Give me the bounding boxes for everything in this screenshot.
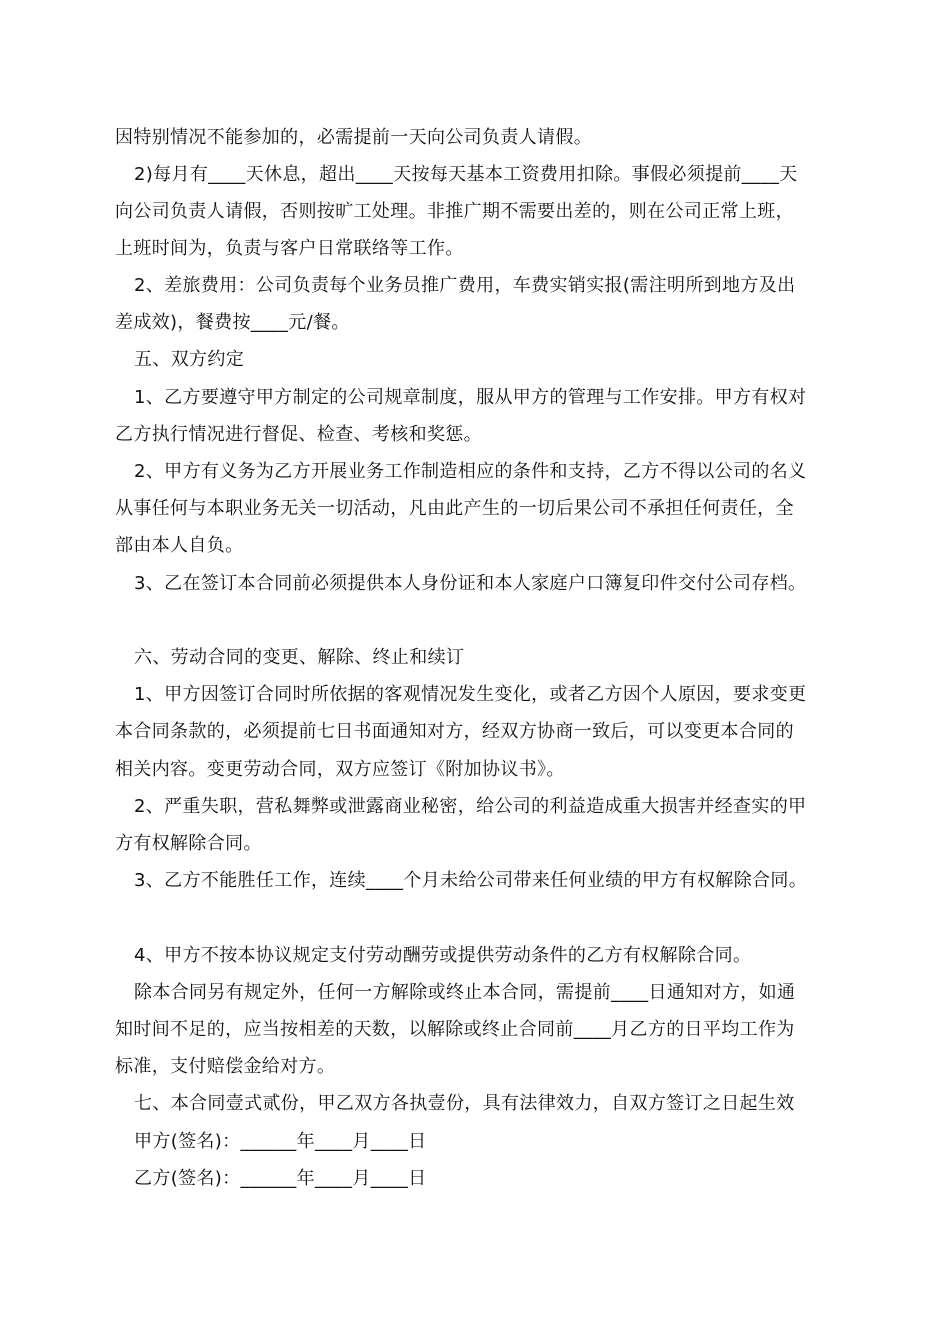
body-text-line: 1、乙方要遵守甲方制定的公司规章制度，服从甲方的管理与工作安排。甲方有权对 — [134, 387, 807, 408]
signature-line-party-a: 甲方(签名)：______年____月____日 — [134, 1131, 427, 1152]
body-text-line: 差成效)，餐费按____元/餐。 — [115, 312, 350, 333]
body-text-line: 1、甲方因签订合同时所依据的客观情况发生变化，或者乙方因个人原因，要求变更 — [134, 684, 807, 705]
body-text-line: 2)每月有____天休息，超出____天按每天基本工资费用扣除。事假必须提前____天 — [134, 164, 798, 185]
body-text-line: 除本合同另有规定外，任何一方解除或终止本合同，需提前____日通知对方，如通 — [134, 982, 796, 1003]
body-text-line: 2、差旅费用：公司负责每个业务员推广费用，车费实销实报(需注明所到地方及出 — [134, 275, 796, 296]
body-text-line: 3、乙在签订本合同前必须提供本人身份证和本人家庭户口簿复印件交付公司存档。 — [134, 573, 807, 594]
body-text-line: 相关内容。变更劳动合同，双方应签订《附加协议书》。 — [115, 759, 565, 780]
body-text-line: 从事任何与本职业务无关一切活动，凡由此产生的一切后果公司不承担任何责任，全 — [115, 498, 794, 519]
body-text-line: 知时间不足的，应当按相差的天数，以解除或终止合同前____月乙方的日平均工作为 — [115, 1019, 795, 1040]
body-text-line: 本合同条款的，必须提前七日书面通知对方，经双方协商一致后，可以变更本合同的 — [115, 721, 794, 742]
body-text-line: 4、甲方不按本协议规定支付劳动酬劳或提供劳动条件的乙方有权解除合同。 — [134, 945, 752, 966]
signature-line-party-b: 乙方(签名)：______年____月____日 — [134, 1168, 427, 1189]
body-text-line: 乙方执行情况进行督促、检查、考核和奖惩。 — [115, 424, 482, 445]
section-heading: 七、本合同壹式贰份，甲乙双方各执壹份，具有法律效力，自双方签订之日起生效 — [134, 1093, 795, 1114]
body-text-line: 方有权解除合同。 — [115, 833, 262, 854]
section-heading: 六、劳动合同的变更、解除、终止和续订 — [134, 647, 465, 668]
body-text-line: 2、严重失职，营私舞弊或泄露商业秘密，给公司的利益造成重大损害并经查实的甲 — [134, 796, 807, 817]
body-text-line: 部由本人自负。 — [115, 535, 244, 556]
body-text-line: 上班时间为，负责与客户日常联络等工作。 — [115, 238, 464, 259]
body-text-line: 向公司负责人请假，否则按旷工处理。非推广期不需要出差的，则在公司正常上班， — [115, 201, 794, 222]
body-text-line: 2、甲方有义务为乙方开展业务工作制造相应的条件和支持，乙方不得以公司的名义 — [134, 461, 807, 482]
section-heading: 五、双方约定 — [134, 349, 245, 370]
body-text-line: 标准，支付赔偿金给对方。 — [115, 1056, 336, 1077]
body-text-line: 因特别情况不能参加的，必需提前一天向公司负责人请假。 — [115, 127, 593, 148]
body-text-line: 3、乙方不能胜任工作，连续____个月未给公司带来任何业绩的甲方有权解除合同。 — [134, 870, 808, 891]
